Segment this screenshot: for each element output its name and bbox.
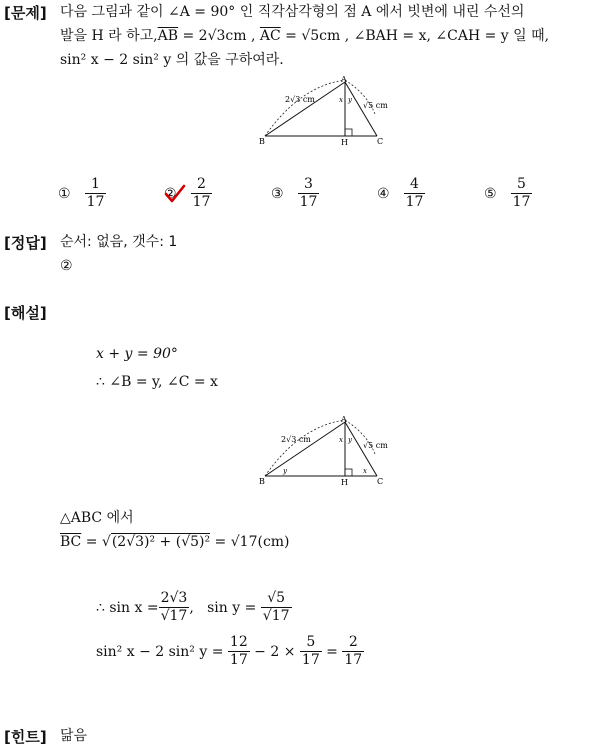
triangle-figure	[255, 74, 395, 150]
choice-2[interactable]: ② $\frac{2}{17}$	[164, 176, 211, 210]
angle-y: y	[348, 436, 352, 444]
hint-text: 닮음	[60, 728, 88, 744]
solution-line-1: x + y = 90°	[96, 346, 178, 362]
solution-line-2: ∴ ∠B = y, ∠C = x	[96, 374, 218, 390]
check-mark-icon	[164, 184, 186, 204]
choice-4[interactable]: ④ $\frac{4}{17}$	[377, 176, 424, 210]
hint-label: [힌트]	[4, 728, 47, 746]
triangle-abc-caption: △ABC 에서	[60, 510, 134, 526]
angle-x: x	[339, 96, 343, 104]
bc-length-formula: $\overline{BC} = √(2√3)^2 + (√5)^2 = √17(cm)$	[60, 534, 290, 550]
angle-y: y	[348, 96, 352, 104]
problem-line-2: 발을 H 라 하고$,\overline{AB} = 2√3cm$ , $\overline{AC} = √5cm$ , ∠BAH = x, ∠CAH = y 일 때,	[60, 28, 550, 44]
angle-y-at-b: y	[283, 467, 287, 475]
angle-x: x	[339, 436, 343, 444]
vertex-a: A	[341, 75, 347, 84]
point-h: H	[341, 138, 348, 147]
problem-line-3: sin² x − 2 sin² y 의 값을 구하여라.	[60, 52, 284, 68]
sin-values: ∴ sin x = $\frac{2√3}{√17}$ , sin y = $\frac{√5}{√17}$	[96, 590, 290, 624]
problem-line-1: 다음 그림과 같이 ∠A = 90° 인 직각삼각형의 점 A 에서 빗변에 내린 수선의	[60, 4, 525, 20]
problem-label: [문제]	[4, 4, 47, 22]
final-computation: sin² x − 2 sin² y = $\frac{12}{17}$ − 2 × $\frac{5}{17}$ = $\frac{2}{17}$	[96, 634, 363, 668]
solution-triangle-figure	[255, 414, 395, 490]
vertex-c: C	[377, 477, 384, 486]
point-h: H	[341, 478, 348, 487]
choice-1[interactable]: ① $\frac{1}{17}$	[58, 176, 105, 210]
ab-length: 2√3 cm	[285, 95, 315, 104]
answer-value: ②	[60, 258, 73, 274]
choice-5[interactable]: ⑤ $\frac{5}{17}$	[484, 176, 531, 210]
vertex-b: B	[259, 477, 265, 486]
vertex-a: A	[341, 415, 347, 424]
vertex-b: B	[259, 137, 265, 146]
vertex-c: C	[377, 137, 384, 146]
solution-label: [해설]	[4, 304, 47, 322]
angle-x-at-c: x	[363, 467, 367, 475]
choice-3[interactable]: ③ $\frac{3}{17}$	[271, 176, 318, 210]
answer-label: [정답]	[4, 234, 47, 252]
ac-length: √5 cm	[363, 101, 388, 110]
ac-length: √5 cm	[363, 441, 388, 450]
answer-meta: 순서: 없음, 갯수: 1	[60, 234, 178, 250]
ab-length: 2√3 cm	[281, 435, 311, 444]
